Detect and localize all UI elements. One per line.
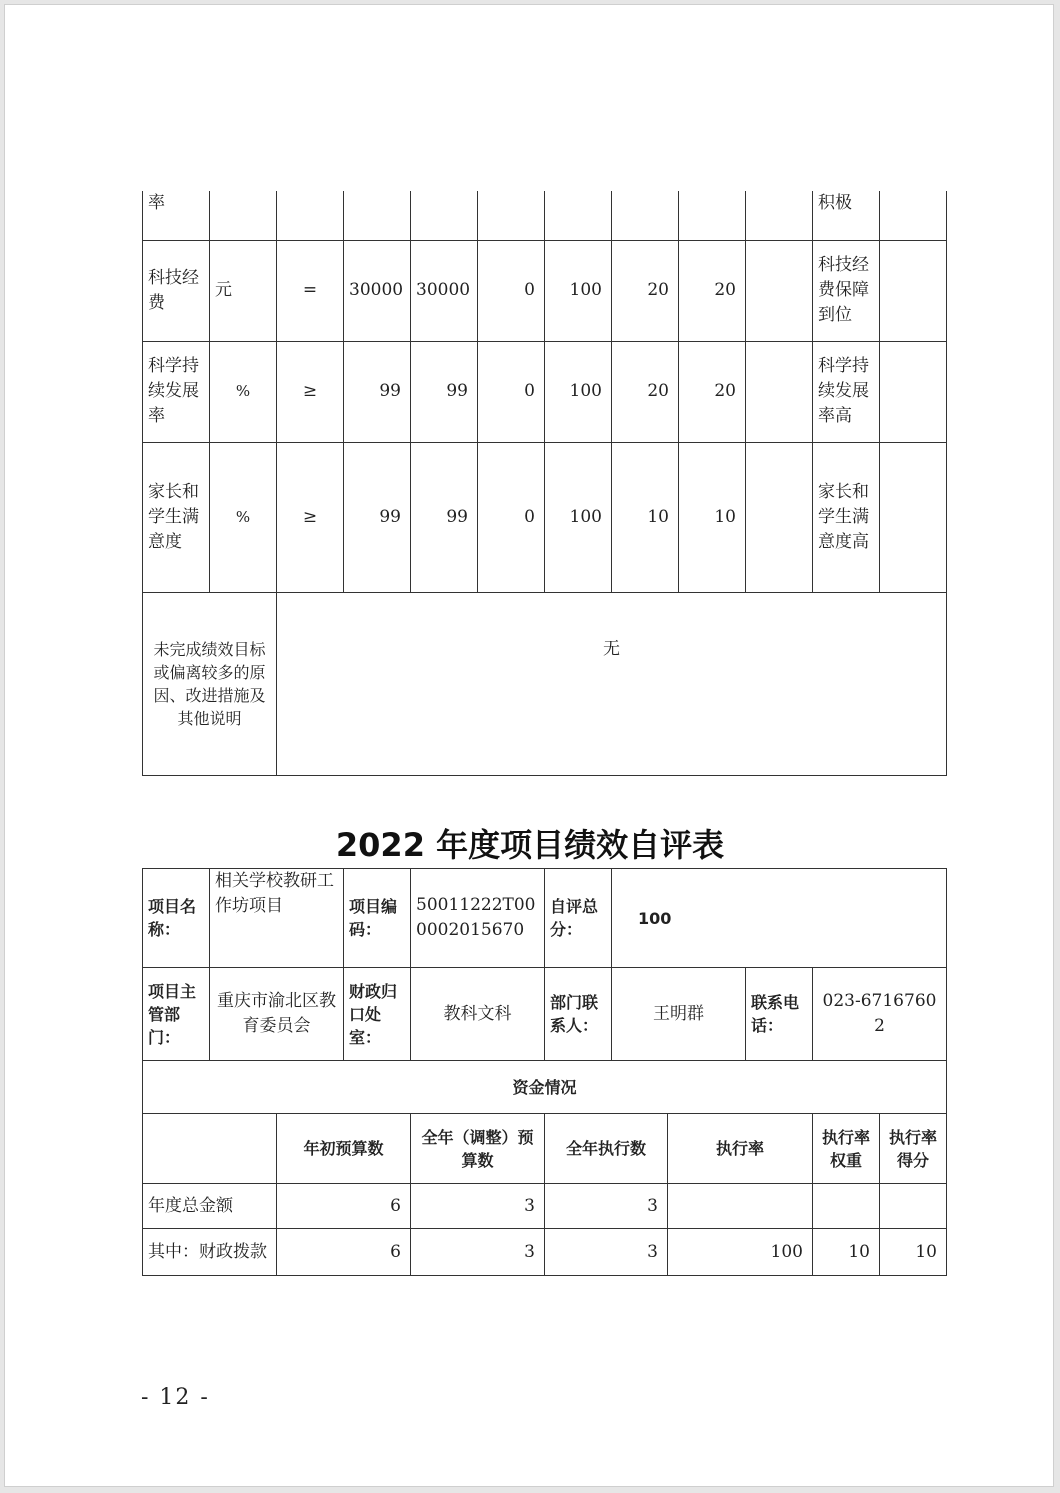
indicator-target: 99 [344,442,411,592]
funds-header: 执行率权重 [813,1114,880,1184]
indicator-operator: ≥ [277,341,344,442]
funds-header: 全年（调整）预算数 [411,1114,545,1184]
indicator-actual: 99 [411,341,478,442]
indicator-name: 率 [143,191,210,240]
contact-label: 部门联系人： [545,968,612,1061]
indicator-deviation: 0 [478,341,545,442]
funds-table [142,1113,947,1276]
indicator-rate: 100 [545,442,612,592]
project-name-label: 项目名称： [143,869,210,968]
indicator-actual: 99 [411,442,478,592]
indicator-deviation: 0 [478,442,545,592]
indicator-operator: ≥ [277,442,344,592]
indicator-name: 家长和学生满意度 [143,442,210,592]
funds-executed: 3 [545,1229,668,1276]
indicator-remark: 科技经费保障到位 [813,240,880,341]
indicator-unit: 元 [210,240,277,341]
page-number: - 12 - [141,1385,210,1410]
indicator-target: 30000 [344,240,411,341]
indicator-remark: 科学持续发展率高 [813,341,880,442]
dept-label: 项目主管部门： [143,968,210,1061]
page-title: 2022 年度项目绩效自评表 [335,826,725,864]
phone: 023-67167602 [813,968,947,1061]
indicator-score: 10 [679,442,746,592]
project-code: 50011222T000002015670 [411,869,545,968]
table-row [143,191,947,240]
indicator-name: 科学持续发展率 [143,341,210,442]
indicator-rate: 100 [545,240,612,341]
indicator-table [142,191,947,776]
indicator-target: 99 [344,341,411,442]
funds-header: 全年执行数 [545,1114,668,1184]
funds-initial: 6 [277,1184,411,1229]
table-row [143,1184,947,1229]
finance: 教科文科 [411,968,545,1061]
indicator-deviation: 0 [478,240,545,341]
funds-rate [668,1184,813,1229]
funds-row-label: 其中：财政拨款 [143,1229,277,1276]
dept: 重庆市渝北区教育委员会 [210,968,344,1061]
project-name: 相关学校教研工作坊项目 [210,869,344,968]
funds-rate: 100 [668,1229,813,1276]
self-score-label: 自评总分： [545,869,612,968]
phone-label: 联系电话： [746,968,813,1061]
indicator-remark: 家长和学生满意度高 [813,442,880,592]
funds-score [880,1184,947,1229]
funds-adjusted: 3 [411,1184,545,1229]
self-score: 100 [612,869,947,968]
project-table [142,868,947,1114]
table-row [143,1061,947,1114]
indicator-operator: = [277,240,344,341]
contact: 王明群 [612,968,746,1061]
funds-score: 10 [880,1229,947,1276]
indicator-remark: 积极 [813,191,880,240]
table-row [143,1114,947,1184]
note-value: 无 [277,592,947,775]
indicator-unit: % [210,442,277,592]
table-row [143,968,947,1061]
indicator-weight: 20 [612,341,679,442]
funds-header: 年初预算数 [277,1114,411,1184]
funds-row-label: 年度总金额 [143,1184,277,1229]
indicator-weight: 20 [612,240,679,341]
funds-weight [813,1184,880,1229]
indicator-rate: 100 [545,341,612,442]
table-row [143,341,947,442]
funds-section-label: 资金情况 [143,1061,947,1114]
indicator-unit: % [210,341,277,442]
indicator-name: 科技经费 [143,240,210,341]
table-row [143,240,947,341]
funds-header: 执行率 [668,1114,813,1184]
funds-weight: 10 [813,1229,880,1276]
table-row [143,869,947,968]
document-page [4,4,1054,1487]
table-row [143,1229,947,1276]
funds-initial: 6 [277,1229,411,1276]
note-label: 未完成绩效目标或偏离较多的原因、改进措施及其他说明 [143,592,277,775]
indicator-score: 20 [679,240,746,341]
finance-label: 财政归口处室： [344,968,411,1061]
funds-executed: 3 [545,1184,668,1229]
table-row [143,592,947,775]
funds-adjusted: 3 [411,1229,545,1276]
project-code-label: 项目编码： [344,869,411,968]
funds-header [143,1114,277,1184]
indicator-actual: 30000 [411,240,478,341]
indicator-score: 20 [679,341,746,442]
indicator-weight: 10 [612,442,679,592]
table-row [143,442,947,592]
funds-header: 执行率得分 [880,1114,947,1184]
